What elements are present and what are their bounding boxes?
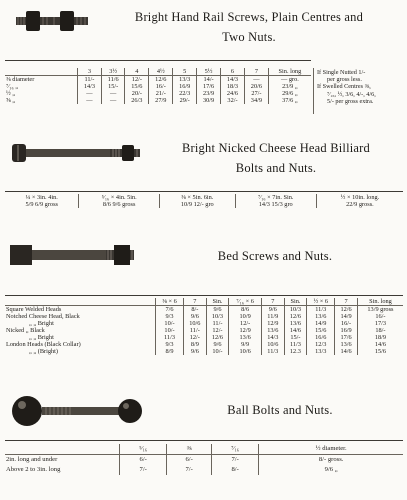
table-cell: — <box>78 97 102 104</box>
hand-rail-title <box>96 9 402 45</box>
table-cell: 8/- gross. <box>318 456 344 463</box>
table-cell: 14/3 15/3 gro <box>235 201 316 208</box>
table-cell: 16/9 <box>335 327 358 334</box>
table-row <box>5 97 311 104</box>
table-cell: 11/3 <box>156 334 184 341</box>
table-row <box>5 306 403 314</box>
table-cell: 10/9 12/- gro <box>159 201 235 208</box>
table-cell: 14/6 <box>335 348 358 355</box>
table-cell: 6/- <box>167 455 212 466</box>
table-header-cell: Sin. <box>284 298 307 306</box>
table-cell: 7/- <box>120 465 167 475</box>
table-cell: 13/6 <box>335 341 358 348</box>
table-cell: 9/6 „ <box>324 466 338 473</box>
table-cell: 8/6 <box>229 306 262 314</box>
table-cell: 24/6 <box>221 90 245 97</box>
table-cell: 6/- <box>120 455 167 466</box>
table-row <box>5 465 403 475</box>
hand-rail-title-line2: Two Nuts. <box>222 30 276 44</box>
table-header-cell: 5½ <box>197 68 221 76</box>
table-cell: 13/6 <box>229 334 262 341</box>
table-row <box>5 455 403 466</box>
table-cell: 12/6 <box>284 313 307 320</box>
table-cell: — gro. <box>281 76 299 83</box>
table-cell: 13/9 gross <box>367 306 394 313</box>
table-cell: 12.3 <box>284 348 307 355</box>
table-cell: 18/3 <box>221 83 245 90</box>
table-cell: 9/6 <box>184 313 207 320</box>
table-cell: 32/- <box>221 97 245 104</box>
table-cell: 2in. long and under <box>5 455 120 466</box>
billiard-bolt-illustration <box>12 142 142 164</box>
table-cell: 9/6 <box>206 306 229 314</box>
billiard-title-line1: Bright Nicked Cheese Head Billiard <box>181 141 370 155</box>
table-cell: — <box>78 90 102 97</box>
table-cell: — <box>101 97 125 104</box>
table-cell: 12/6 <box>335 306 358 314</box>
table-header-cell: 7 <box>261 298 284 306</box>
table-cell: 11/- <box>206 320 229 327</box>
table-cell: 15/- <box>284 334 307 341</box>
table-cell: 13/6 <box>284 320 307 327</box>
table-cell: 18/- <box>375 327 386 334</box>
table-cell: ⁵⁄₁₆ × 4in. 5in. <box>79 194 159 201</box>
table-cell: 7/6 <box>156 306 184 314</box>
table-cell: 11/3 <box>261 348 284 355</box>
table-cell: 22/9 gross. <box>346 201 374 208</box>
table-cell: ⅜ diameter <box>5 76 78 84</box>
table-cell: 8/- <box>211 465 258 475</box>
table-header-cell: 7 <box>335 298 358 306</box>
table-header-cell: ⁷⁄₁₆ <box>211 444 258 455</box>
table-cell: 9/9 <box>229 341 262 348</box>
table-header-cell: 6 <box>221 68 245 76</box>
hand-rail-screw-illustration <box>14 8 90 34</box>
table-cell: 11/3 <box>284 341 307 348</box>
table-cell: 34/9 <box>244 97 268 104</box>
section-ball-bolts <box>0 378 407 500</box>
ball-bolts-price-table <box>5 444 403 475</box>
table-cell: 15/6 <box>125 83 149 90</box>
table-cell: 8/9 <box>184 341 207 348</box>
ball-bolts-title: Ball Bolts and Nuts. <box>227 403 333 417</box>
billiard-top-rule <box>5 191 403 192</box>
table-cell: 7/- <box>167 465 212 475</box>
hand-rail-note <box>317 69 405 105</box>
table-cell: 18/9 <box>374 334 387 341</box>
table-cell: 12/6 <box>206 334 229 341</box>
table-cell: 11/9 <box>261 313 284 320</box>
table-cell: 12/- <box>125 76 149 84</box>
table-cell: ⅜ × 5in. 6in. <box>159 194 235 201</box>
hand-rail-note-divider <box>313 68 314 114</box>
table-cell: Square Welded Heads <box>5 306 156 314</box>
table-header-cell: ½ diameter. <box>259 444 403 455</box>
table-cell: 13/6 <box>307 313 335 320</box>
table-row <box>5 348 403 355</box>
table-cell: 14/6 <box>374 341 387 348</box>
table-cell: 9/6 <box>261 306 284 314</box>
bed-screws-title: Bed Screws and Nuts. <box>217 249 333 263</box>
table-cell: 5/9 6/9 gross <box>5 201 79 208</box>
table-cell: 17/6 <box>335 334 358 341</box>
table-cell: 9/6 <box>184 348 207 355</box>
table-header-cell: ⅜ <box>167 444 212 455</box>
table-cell: „ „ Bright <box>5 320 156 327</box>
table-cell: 11/- <box>78 76 102 84</box>
table-cell: — <box>244 76 268 84</box>
table-header-cell: ⁵⁄₁₆ <box>120 444 167 455</box>
table-cell: 10/3 <box>284 306 307 314</box>
table-cell: 14/6 <box>284 327 307 334</box>
table-row <box>5 201 403 208</box>
table-cell: London Heads (Black Collar) <box>5 341 156 348</box>
table-header-cell <box>5 68 78 76</box>
table-cell: 12/- <box>206 327 229 334</box>
bed-screws-price-table <box>5 298 403 355</box>
note-line: If Single Nutted 1/- <box>317 69 366 76</box>
table-cell: Notched Cheese Head, Black <box>5 313 156 320</box>
table-cell: 13/3 <box>307 348 335 355</box>
table-cell: 14/3 <box>78 83 102 90</box>
table-header-cell: Sin. <box>206 298 229 306</box>
billiard-title-line2: Bolts and Nuts. <box>235 161 317 175</box>
section-bed-screws <box>0 218 407 378</box>
table-cell: 27/- <box>244 90 268 97</box>
table-header-cell: ½ × 6 <box>307 298 335 306</box>
table-cell: 20/- <box>125 90 149 97</box>
table-cell: 29/- <box>173 97 197 104</box>
table-cell: 22/3 <box>173 90 197 97</box>
table-cell: ¼ × 3in. 4in. <box>5 194 79 201</box>
table-cell: 37/6 „ <box>282 97 298 104</box>
table-cell: 8/- <box>184 306 207 314</box>
table-row <box>5 76 311 84</box>
table-cell: 10/- <box>156 327 184 334</box>
table-header-cell <box>5 444 120 455</box>
table-row <box>5 334 403 341</box>
table-cell: ½ „ <box>5 90 78 97</box>
bed-screw-illustration <box>10 243 136 267</box>
table-cell: 12/9 <box>261 320 284 327</box>
table-cell: 12/- <box>184 334 207 341</box>
table-cell: 10/6 <box>261 341 284 348</box>
table-cell: 23/9 „ <box>282 83 298 90</box>
table-cell: 10/3 <box>206 313 229 320</box>
table-header-cell <box>5 298 156 306</box>
table-cell: 13/3 <box>173 76 197 84</box>
table-cell: 16/6 <box>307 334 335 341</box>
table-cell: 8/9 <box>156 348 184 355</box>
table-header-cell: 3½ <box>101 68 125 76</box>
table-cell: 15/6 <box>374 348 387 355</box>
table-cell: 14/3 <box>221 76 245 84</box>
table-header-cell: 7 <box>244 68 268 76</box>
table-row <box>5 327 403 334</box>
table-row <box>5 90 311 97</box>
table-cell: 10/6 <box>229 348 262 355</box>
table-cell: 10/6 <box>184 320 207 327</box>
table-header-row <box>5 444 403 455</box>
table-cell: Above 2 to 3in. long <box>5 465 120 475</box>
table-cell: 17/6 <box>197 83 221 90</box>
billiard-price-table <box>5 194 403 208</box>
table-cell: ½ × 10in. long. <box>340 194 380 201</box>
note-line: per gross less. <box>327 76 362 84</box>
table-cell: 16/- <box>375 313 386 320</box>
table-cell: 12/6 <box>149 76 173 84</box>
table-cell: 17/3 <box>374 320 387 327</box>
note-line: If Swelled Centres ⅜, <box>317 83 371 91</box>
table-cell: 14/9 <box>307 320 335 327</box>
table-cell: 9/6 <box>206 341 229 348</box>
table-header-cell: 7 <box>184 298 207 306</box>
table-cell: 16/- <box>335 320 358 327</box>
billiard-title <box>148 140 404 176</box>
table-row <box>5 83 311 90</box>
table-cell: ⅝ „ <box>5 97 78 104</box>
table-header-cell: 4½ <box>149 68 173 76</box>
section-billiard-bolts <box>0 118 407 218</box>
table-cell: ⁷⁄₁₆ × 7in. Sin. <box>235 194 316 201</box>
table-cell: 20/6 <box>244 83 268 90</box>
table-header-cell: ⁷⁄₁₆ × 6 <box>229 298 262 306</box>
table-cell: 10/9 <box>229 313 262 320</box>
ball-bolts-top-rule <box>5 440 403 441</box>
table-header-cell: ⅜ × 6 <box>156 298 184 306</box>
table-header-row <box>5 68 311 76</box>
table-cell: 23/9 <box>197 90 221 97</box>
table-cell: 13/6 <box>261 327 284 334</box>
table-cell: ⁷⁄₁₆ „ <box>5 83 78 90</box>
table-cell: 29/6 „ <box>282 90 298 97</box>
table-header-cell: Sin. long <box>268 68 311 76</box>
table-cell: 9/3 <box>156 341 184 348</box>
table-cell: 8/6 9/6 gross <box>79 201 159 208</box>
table-header-cell: 3 <box>78 68 102 76</box>
table-cell: 15/- <box>101 83 125 90</box>
table-cell: 9/3 <box>156 313 184 320</box>
table-cell: 16/9 <box>173 83 197 90</box>
table-header-cell: 4 <box>125 68 149 76</box>
table-cell: 10/- <box>206 348 229 355</box>
table-cell: 10/- <box>156 320 184 327</box>
table-cell: 11/3 <box>307 306 335 314</box>
table-cell: 14/3 <box>261 334 284 341</box>
note-line: 5/- per gross extra. <box>327 97 374 105</box>
table-cell: „ „ Bright <box>5 334 156 341</box>
table-cell: — <box>101 90 125 97</box>
table-cell: 12/- <box>229 320 262 327</box>
table-header-row <box>5 298 403 306</box>
hand-rail-top-rule <box>5 60 311 61</box>
table-row <box>5 341 403 348</box>
table-cell: 27/9 <box>149 97 173 104</box>
table-cell: 7/- <box>211 455 258 466</box>
table-row <box>5 313 403 320</box>
table-cell: 11/- <box>184 327 207 334</box>
table-cell: 12/3 <box>307 341 335 348</box>
table-cell: 12/9 <box>229 327 262 334</box>
table-cell: 11/6 <box>101 76 125 84</box>
ball-bolt-illustration <box>10 392 150 430</box>
table-cell: 16/- <box>149 83 173 90</box>
table-cell: Nicked „ Black <box>5 327 156 334</box>
table-cell: „ „ (Bright) <box>5 348 156 355</box>
table-cell: 30/9 <box>197 97 221 104</box>
note-line: ⁷⁄₁₆, ½, 3/6, 4/-, 4/6, <box>327 90 376 98</box>
hand-rail-title-line1: Bright Hand Rail Screws, Plain Centres and <box>134 10 364 24</box>
table-row <box>5 194 403 201</box>
table-cell: 21/- <box>149 90 173 97</box>
bed-screws-top-rule <box>5 295 403 296</box>
table-header-cell: Sin. long <box>357 298 403 306</box>
section-hand-rail-screws <box>0 0 407 118</box>
table-header-cell: 5 <box>173 68 197 76</box>
table-cell: 26/3 <box>125 97 149 104</box>
hand-rail-price-table <box>5 68 311 104</box>
table-cell: 15/6 <box>307 327 335 334</box>
table-cell: 14/9 <box>335 313 358 320</box>
table-row <box>5 320 403 327</box>
table-cell: 14/- <box>197 76 221 84</box>
